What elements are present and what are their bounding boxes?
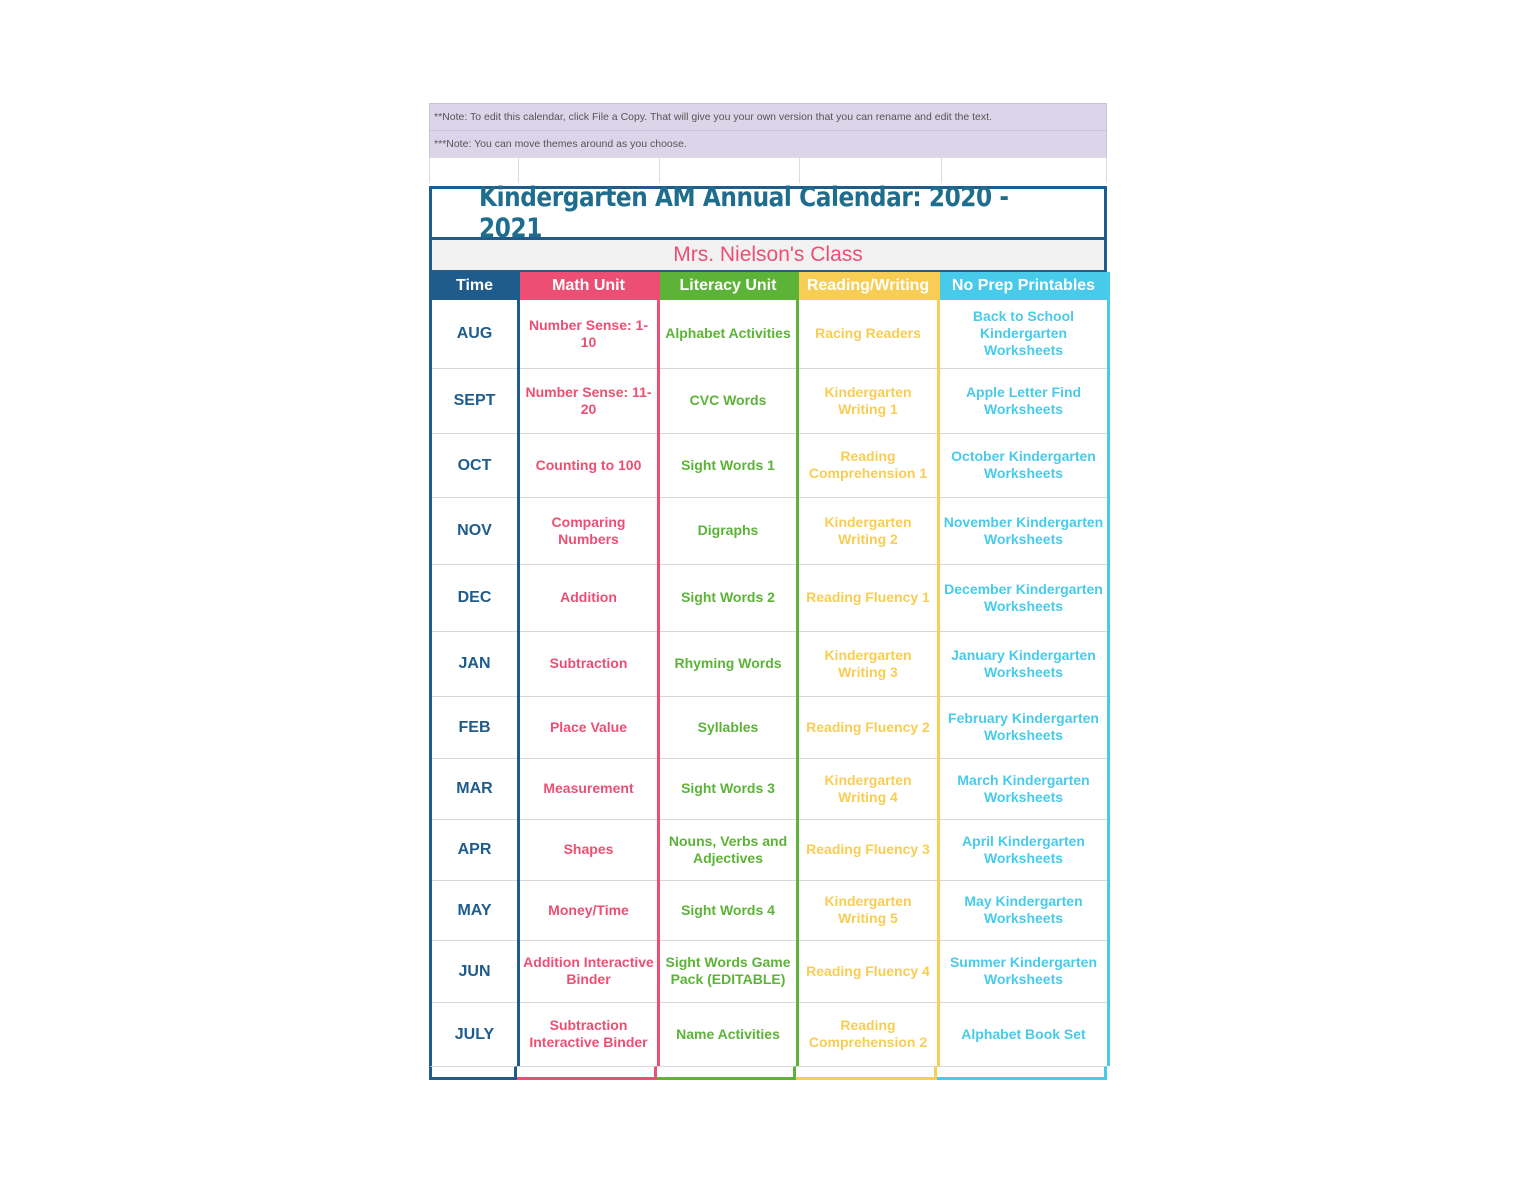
- cell-literacy-unit: Rhyming Words: [659, 631, 798, 696]
- cell-literacy-unit: CVC Words: [659, 368, 798, 433]
- cell-reading-writing: Kindergarten Writing 2: [798, 497, 939, 564]
- cell-no-prep-printables: Alphabet Book Set: [939, 1002, 1109, 1066]
- cell-time: NOV: [431, 497, 519, 564]
- table-row: [431, 758, 1109, 819]
- header-literacy-unit: Literacy Unit: [659, 272, 798, 300]
- cell-no-prep-printables: Summer Kindergarten Worksheets: [939, 940, 1109, 1002]
- cell-math-unit: Subtraction: [519, 631, 659, 696]
- cell-math-unit: Comparing Numbers: [519, 497, 659, 564]
- cell-math-unit: Money/Time: [519, 880, 659, 940]
- cell-no-prep-printables: Apple Letter Find Worksheets: [939, 368, 1109, 433]
- cell-time: OCT: [431, 433, 519, 497]
- cell-math-unit: Counting to 100: [519, 433, 659, 497]
- calendar-title-box: [429, 182, 1107, 244]
- table-row: [431, 631, 1109, 696]
- cell-math-unit: Number Sense: 1-10: [519, 300, 659, 368]
- cell-no-prep-printables: October Kindergarten Worksheets: [939, 433, 1109, 497]
- cell-math-unit: Measurement: [519, 758, 659, 819]
- cell-literacy-unit: Name Activities: [659, 1002, 798, 1066]
- header-time: Time: [431, 272, 519, 300]
- cell-reading-writing: Reading Comprehension 1: [798, 433, 939, 497]
- cell-math-unit: Addition: [519, 564, 659, 631]
- table-bottom-border: [429, 1066, 1107, 1080]
- cell-math-unit: Place Value: [519, 696, 659, 758]
- cell-no-prep-printables: April Kindergarten Worksheets: [939, 819, 1109, 880]
- cell-math-unit: Number Sense: 11-20: [519, 368, 659, 433]
- cell-reading-writing: Kindergarten Writing 3: [798, 631, 939, 696]
- cell-literacy-unit: Digraphs: [659, 497, 798, 564]
- header-reading-writing: Reading/Writing: [798, 272, 939, 300]
- cell-literacy-unit: Sight Words Game Pack (EDITABLE): [659, 940, 798, 1002]
- cell-math-unit: Shapes: [519, 819, 659, 880]
- cell-reading-writing: Reading Fluency 4: [798, 940, 939, 1002]
- cell-no-prep-printables: December Kindergarten Worksheets: [939, 564, 1109, 631]
- cell-literacy-unit: Sight Words 2: [659, 564, 798, 631]
- header-row: [431, 272, 1109, 300]
- cell-reading-writing: Reading Fluency 1: [798, 564, 939, 631]
- cell-time: FEB: [431, 696, 519, 758]
- table-row: [431, 300, 1109, 368]
- cell-time: MAY: [431, 880, 519, 940]
- cell-no-prep-printables: May Kindergarten Worksheets: [939, 880, 1109, 940]
- header-no-prep-printables: No Prep Printables: [939, 272, 1109, 300]
- cell-literacy-unit: Nouns, Verbs and Adjectives: [659, 819, 798, 880]
- cell-math-unit: Subtraction Interactive Binder: [519, 1002, 659, 1066]
- table-row: [431, 564, 1109, 631]
- note-copy-instructions: **Note: To edit this calendar, click File a Copy. That will give you your own version that you can rename and edit the text.: [429, 103, 1107, 130]
- cell-reading-writing: Reading Fluency 2: [798, 696, 939, 758]
- calendar-title: Kindergarten AM Annual Calendar: 2020 - 2021: [479, 182, 1009, 244]
- cell-time: APR: [431, 819, 519, 880]
- cell-time: JUN: [431, 940, 519, 1002]
- cell-no-prep-printables: March Kindergarten Worksheets: [939, 758, 1109, 819]
- cell-time: SEPT: [431, 368, 519, 433]
- cell-reading-writing: Reading Comprehension 2: [798, 1002, 939, 1066]
- cell-literacy-unit: Sight Words 3: [659, 758, 798, 819]
- blank-spacer-row: [429, 157, 1107, 183]
- table-row: [431, 819, 1109, 880]
- cell-time: JULY: [431, 1002, 519, 1066]
- class-name: Mrs. Nielson's Class: [429, 240, 1107, 272]
- cell-time: AUG: [431, 300, 519, 368]
- cell-reading-writing: Kindergarten Writing 1: [798, 368, 939, 433]
- cell-literacy-unit: Alphabet Activities: [659, 300, 798, 368]
- cell-math-unit: Addition Interactive Binder: [519, 940, 659, 1002]
- header-math-unit: Math Unit: [519, 272, 659, 300]
- table-row: [431, 696, 1109, 758]
- table-row: [431, 940, 1109, 1002]
- table-row: [431, 497, 1109, 564]
- cell-no-prep-printables: Back to School Kindergarten Worksheets: [939, 300, 1109, 368]
- cell-time: MAR: [431, 758, 519, 819]
- cell-literacy-unit: Sight Words 1: [659, 433, 798, 497]
- cell-literacy-unit: Sight Words 4: [659, 880, 798, 940]
- cell-reading-writing: Kindergarten Writing 5: [798, 880, 939, 940]
- cell-reading-writing: Racing Readers: [798, 300, 939, 368]
- calendar-sheet: [429, 103, 1107, 1080]
- table-row: [431, 880, 1109, 940]
- cell-no-prep-printables: January Kindergarten Worksheets: [939, 631, 1109, 696]
- table-row: [431, 368, 1109, 433]
- cell-reading-writing: Kindergarten Writing 4: [798, 758, 939, 819]
- cell-no-prep-printables: February Kindergarten Worksheets: [939, 696, 1109, 758]
- cell-no-prep-printables: November Kindergarten Worksheets: [939, 497, 1109, 564]
- table-row: [431, 433, 1109, 497]
- cell-time: JAN: [431, 631, 519, 696]
- table-row: [431, 1002, 1109, 1066]
- cell-literacy-unit: Syllables: [659, 696, 798, 758]
- cell-time: DEC: [431, 564, 519, 631]
- cell-reading-writing: Reading Fluency 3: [798, 819, 939, 880]
- calendar-table: [429, 272, 1110, 1066]
- note-move-themes: ***Note: You can move themes around as you choose.: [429, 130, 1107, 157]
